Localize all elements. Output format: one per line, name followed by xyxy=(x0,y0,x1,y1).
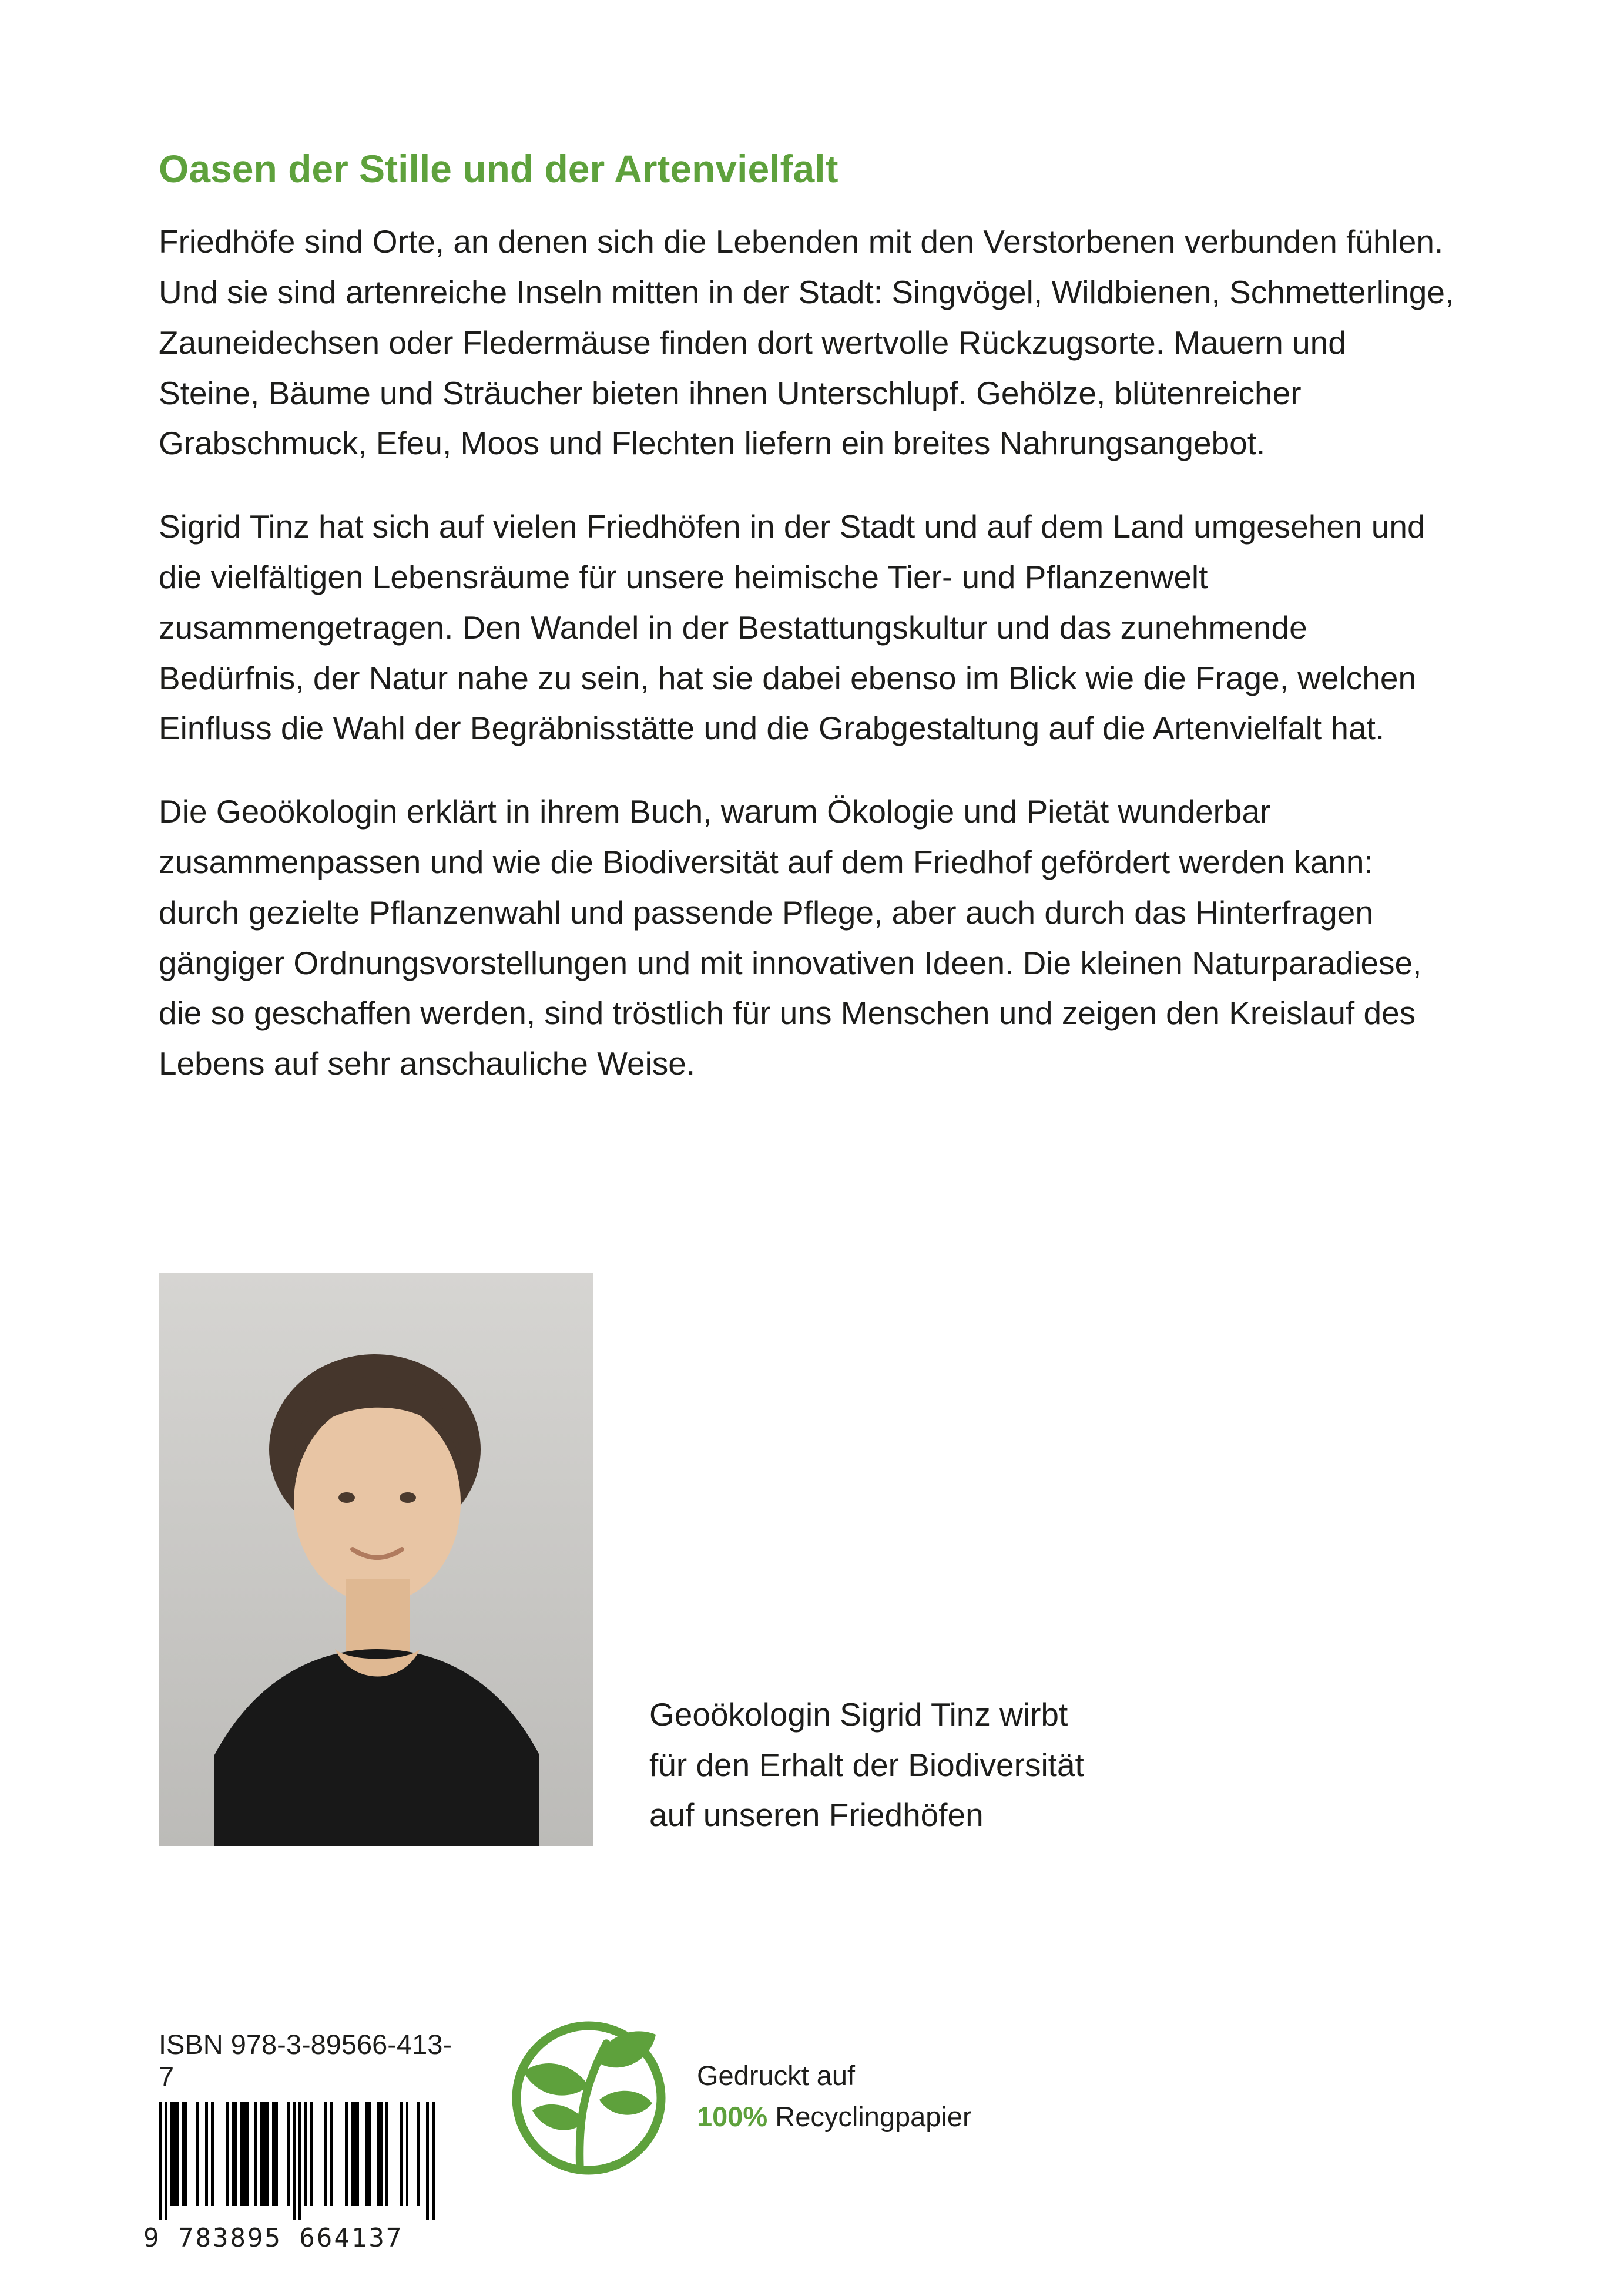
isbn-label: ISBN 978-3-89566-413-7 xyxy=(159,2029,452,2092)
barcode-bars xyxy=(159,2102,435,2220)
author-photo xyxy=(159,1273,593,1846)
caption-line: auf unseren Friedhöfen xyxy=(649,1796,984,1833)
caption-line: Geoökologin Sigrid Tinz wirbt xyxy=(649,1696,1068,1733)
print-note-highlight: 100% xyxy=(697,2101,768,2132)
recycling-note xyxy=(501,2008,972,2184)
print-note xyxy=(697,2055,972,2138)
back-cover-text xyxy=(159,146,1454,1122)
back-cover-heading: Oasen der Stille und der Artenvielfalt xyxy=(159,147,838,190)
print-note-rest: Recyclingpapier xyxy=(767,2101,972,2132)
body-paragraph: Sigrid Tinz hat sich auf vielen Friedhöfen in der Stadt und auf dem Land umgesehen und die vielfältigen Lebensräume für unsere heimische Tier- und Pflanzenwelt zusammengetragen. Den Wandel in der Bestattungskultur und das zunehmende Bedürfnis, der Natur nahe zu sein, hat sie dabei ebenso im Blick wie die Frage, welchen Einfluss die Wahl der Begräbnisstätte und die Grabgestaltung auf die Artenvielfalt hat. xyxy=(159,508,1426,747)
caption-line: für den Erhalt der Biodiversität xyxy=(649,1746,1084,1783)
barcode xyxy=(159,2102,435,2220)
body-paragraph: Friedhöfe sind Orte, an denen sich die Lebenden mit den Verstorbenen verbunden fühlen. Und sie sind artenreiche Inseln mitten in der Stadt: Singvögel, Wildbienen, Schmetterlinge, Zauneidechsen oder Fledermäuse finden dort wertvolle Rückzugsorte. Mauern und Steine, Bäume und Sträucher bieten ihnen Unterschlupf. Gehölze, blütenreicher Grabschmuck, Efeu, Moos und Flechten liefern ein breites Nahrungsangebot. xyxy=(159,223,1454,462)
recycling-plant-icon xyxy=(501,2008,677,2184)
author-photo-section xyxy=(159,1273,1084,1846)
body-paragraph: Die Geoökologin erklärt in ihrem Buch, warum Ökologie und Pietät wunderbar zusammenpassen und wie die Biodiversität auf dem Friedhof gefördert werden kann: durch gezielte Pflanzenwahl und passende Pflege, aber auch durch das Hinterfragen gängiger Ordnungsvorstellungen und mit innovativen Ideen. Die kleinen Naturparadiese, die so geschaffen werden, sind tröstlich für uns Menschen und zeigen den Kreislauf des Lebens auf sehr anschauliche Weise. xyxy=(159,793,1422,1082)
print-note-line2 xyxy=(697,2096,972,2138)
photo-caption xyxy=(649,1690,1084,1846)
isbn-block xyxy=(143,2028,452,2253)
print-note-line1: Gedruckt auf xyxy=(697,2059,856,2091)
barcode-digits: 9 783895 664137 xyxy=(143,2223,404,2253)
